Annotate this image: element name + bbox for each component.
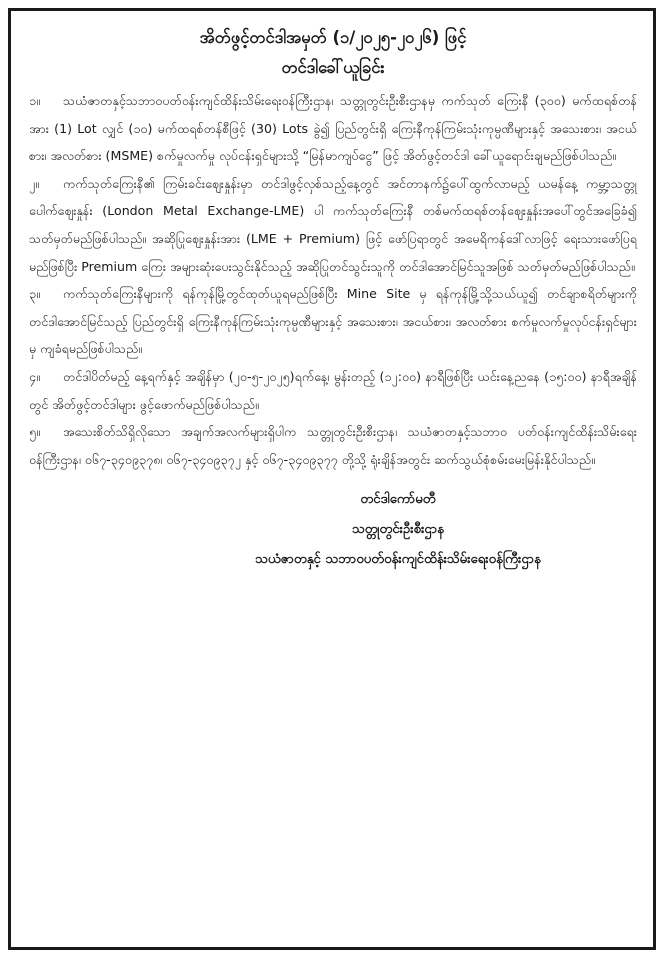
paragraph-number: ၃။: [29, 286, 40, 302]
paragraph-number: ၂။: [29, 175, 39, 191]
paragraph-text: ကက်သုတ်ကြေးနီ၏ ကြမ်းခင်းဈေးနှုန်းမှာ တင်ဒါဖွင့်လှစ်သည့်နေ့တွင် အင်တာနက်၌ပေါ်ထွက်လာမည့် ယမန်နေ့ ကမ္ဘာ့သတ္တုပေါက်ဈေးနှုန်း (London Metal Exchange-LME) ပါ ကက်သုတ်ကြေးနီ တစ်မက်ထရစ်တန်ဈေးနှုန်းအပေါ်တွင်အခြေခံ၍ သတ်မှတ်မည်ဖြစ်ပါသည်။ အဆိုပြုဈေးနှုန်းအား (LME + Premium) ဖြင့် ဖော်ပြရာတွင် အမေရိကန်ဒေါ်လာဖြင့် ရေးသားဖော်ပြရမည်ဖြစ်ပြီး Premium ကြေး အများဆုံးပေးသွင်းနိုင်သည့် အဆိုပြုတင်သွင်းသူကို တင်ဒါအောင်မြင်သူအဖြစ် သတ်မှတ်မည်ဖြစ်ပါသည်။: [29, 175, 637, 274]
notice-title-line-1: အိတ်ဖွင့်တင်ဒါအမှတ် (၁/၂၀၂၅-၂၀၂၆) ဖြင့်: [199, 28, 467, 47]
paragraph-text: အသေးစိတ်သိရှိလိုသော အချက်အလက်များရှိပါက သတ္တုတွင်းဦးစီးဌာန၊ သယံဇာတနှင့်သဘာဝ ပတ်ဝန်းကျင်ထိန်းသိမ်းရေးဝန်ကြီးဌာန၊ ၀၆၇-၃၄၀၉၃၇၈၊ ၀၆၇-၃၄၀၉၃၇၂ နှင့် ၀၆၇-၃၄၀၉၃၇၇ တို့သို့ ရုံးချိန်အတွင်း ဆက်သွယ်စုံစမ်းမေးမြန်းနိုင်ပါသည်။: [29, 424, 637, 467]
signature-ministry: သယံဇာတနှင့် သဘာဝပတ်ဝန်းကျင်ထိန်းသိမ်းရေးဝန်ကြီးဌာန: [255, 552, 541, 568]
signature-department: သတ္တုတွင်းဦးစီးဌာန: [352, 522, 444, 538]
notice-paragraph-2: [29, 170, 637, 280]
paragraph-number: ၅။: [29, 424, 40, 440]
signature-block: [29, 485, 637, 575]
paragraph-text: ကက်သုတ်ကြေးနီများကို ရန်ကုန်မြို့တွင်ထုတ်ယူရမည်ဖြစ်ပြီး Mine Site မှ ရန်ကုန်မြို့သို့သယ်ယူ၍ တင်ချာစရိတ်များကို တင်ဒါအောင်မြင်သည့် ပြည်တွင်းရှိ ကြေးနီကုန်ကြမ်းသုံးကုမ္ပဏီများနှင့် အသေးစား၊ အငယ်စား၊ အလတ်စား စက်မှုလက်မှုလုပ်ငန်းရှင်များမှ ကျခံရမည်ဖြစ်ပါသည်။: [29, 286, 637, 357]
tender-notice: [8, 8, 656, 950]
notice-paragraph-1: [29, 87, 637, 170]
paragraph-number: ၁။: [29, 93, 40, 108]
notice-title-line-2: တင်ဒါခေါ်ယူခြင်း: [281, 58, 385, 77]
notice-paragraph-3: [29, 280, 637, 363]
notice-paragraph-5: [29, 418, 637, 473]
paragraph-text: သယံဇာတနှင့်သဘာဝပတ်ဝန်းကျင်ထိန်းသိမ်းရေးဝန်ကြီးဌာန၊ သတ္တုတွင်းဦးစီးဌာနမှ ကက်သုတ် ကြေးနီ (၃၀၀) မက်ထရစ်တန်အား (1) Lot လျှင် (၁၀) မက်ထရစ်တန်စီဖြင့် (30) Lots ခွဲ၍ ပြည်တွင်းရှိ ကြေးနီကုန်ကြမ်းသုံးကုမ္ပဏီများနှင့် အသေးစား၊ အငယ်စား၊ အလတ်စား (MSME) စက်မှုလက်မှု လုပ်ငန်းရှင်များသို့ “မြန်မာကျပ်ငွေ” ဖြင့် အိတ်ဖွင့်တင်ဒါ ခေါ်ယူရောင်းချမည်ဖြစ်ပါသည်။: [29, 93, 637, 164]
paragraph-text: တင်ဒါပိတ်မည့် နေ့ရက်နှင့် အချိန်မှာ (၂၀-၅-၂၀၂၅)ရက်နေ့၊ မွန်းတည့် (၁၂:၀၀) နာရီဖြစ်ပြီး ယင်းနေ့ညနေ (၁၅:၀၀) နာရီအချိန်တွင် အိတ်ဖွင့်တင်ဒါများ ဖွင့်ဖောက်မည်ဖြစ်ပါသည်။: [29, 368, 637, 412]
notice-body: [29, 87, 637, 473]
paragraph-number: ၄။: [29, 368, 40, 384]
notice-paragraph-4: [29, 363, 637, 418]
signature-committee: တင်ဒါကော်မတီ: [360, 492, 436, 508]
